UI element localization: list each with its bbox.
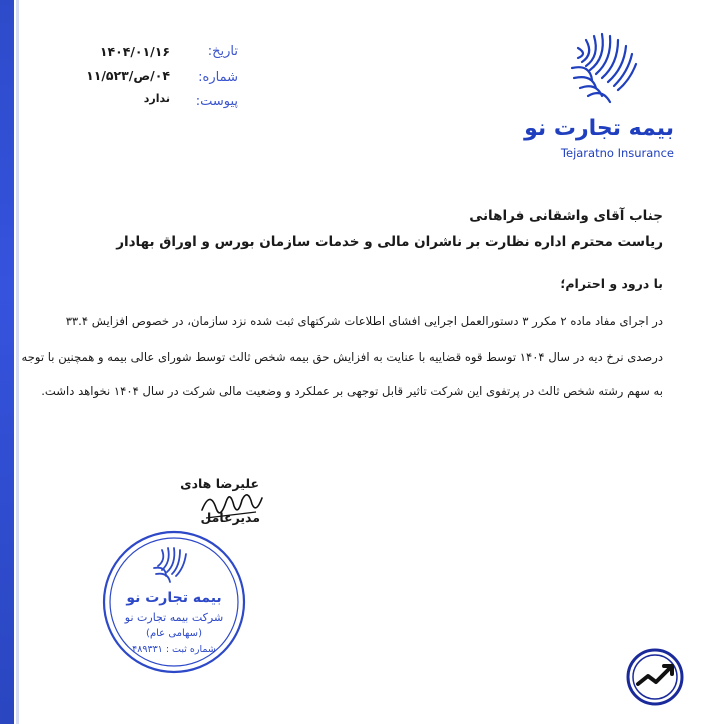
left-margin-stripe [16, 0, 19, 724]
date-value: ۱۴۰۴/۰۱/۱۶ [99, 44, 170, 59]
body-line-1: در اجرای مفاد ماده ۲ مکرر ۳ دستورالعمل اجرایی افشای اطلاعات شرکتهای ثبت شده نزد سازمان، در خصوص افزایش ۳۳.۴ [65, 314, 663, 328]
number-label: شماره: [198, 70, 238, 85]
signatory-name: علیرضا هادی [180, 476, 259, 491]
body-line-2: درصدی نرخ دیه در سال ۱۴۰۴ توسط قوه قضاییه با عنایت به افزایش حق بیمه شخص ثالث توسط شورای عالی بیمه و همچنین با توجه [21, 350, 663, 364]
recipient-title: ریاست محترم اداره نظارت بر ناشران مالی و خدمات سازمان بورس و اوراق بهادار [116, 234, 663, 250]
signatory-title: مدیرعامل [200, 510, 260, 525]
tejaratno-logo-icon [560, 28, 644, 112]
stamp-logo-text: بیمه تجارت نو [126, 590, 222, 606]
stamp-company: شرکت بیمه تجارت نو [124, 611, 224, 624]
date-label: تاریخ: [207, 44, 238, 59]
greeting: با درود و احترام؛ [560, 276, 663, 291]
logo-company-name-fa: بیمه تجارت نو [524, 116, 674, 141]
logo-company-name-en: Tejaratno Insurance [560, 146, 674, 160]
number-value: ۰۴/ص/۱۱/۵۲۳ [86, 68, 170, 83]
body-line-3: به سهم رشته شخص ثالث در پرتفوی این شرکت تاثیر قابل توجهی بر عملکرد و وضعیت مالی شرکت در سال ۱۴۰۴ نخواهد داشت. [41, 384, 663, 398]
trend-arrow-icon [626, 648, 684, 706]
stamp-company-type: (سهامی عام) [146, 628, 202, 639]
left-margin-band [0, 0, 14, 724]
attachment-label: پیوست: [195, 94, 238, 109]
recipient-name: جناب آقای واشقانی فراهانی [469, 208, 663, 224]
stamp-registration: شماره ثبت : ۴۸۹۳۳۱ [132, 644, 216, 655]
company-seal-stamp [100, 528, 248, 676]
attachment-value: ندارد [143, 92, 170, 105]
